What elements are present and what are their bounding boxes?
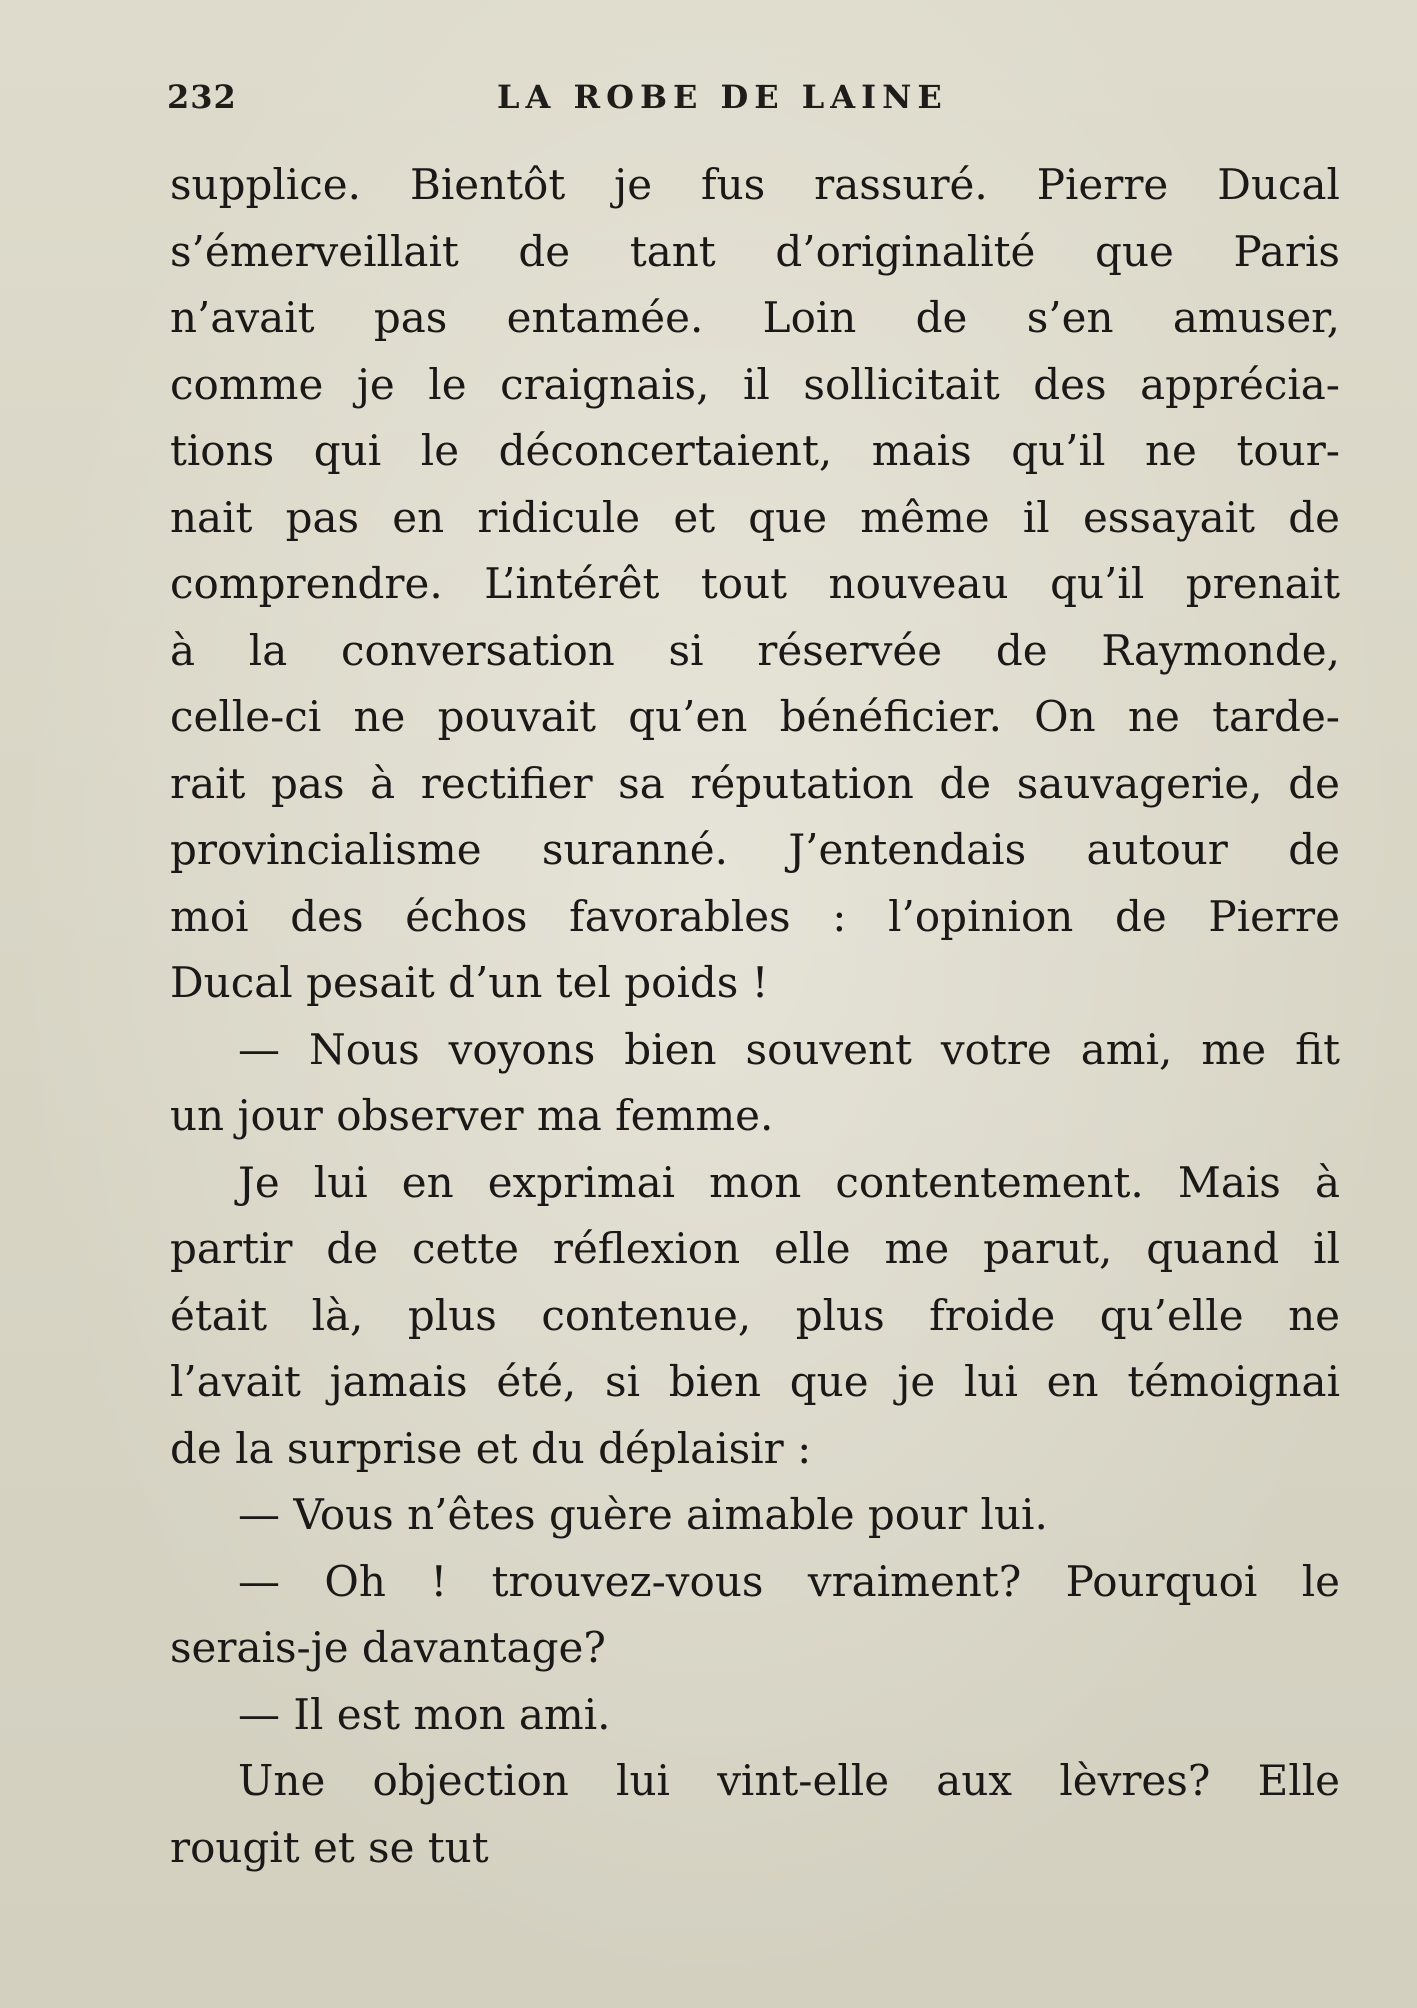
text-line: n’avait pas entamée. Loin de s’en amuser, <box>170 293 1340 342</box>
text-line: — Oh ! trouvez-vous vraiment? Pourquoi le <box>238 1556 1340 1606</box>
text-line: Une objection lui vint-elle aux lèvres? Elle <box>238 1756 1340 1805</box>
text-line: rait pas à rectifier sa réputation de sauvagerie, de <box>170 758 1340 808</box>
text-line: partir de cette réflexion elle me parut, quand il <box>170 1224 1340 1273</box>
text-line: — Vous n’êtes guère aimable pour lui. <box>238 1490 1048 1539</box>
text-line: nait pas en ridicule et que même il essayait de <box>170 492 1340 542</box>
page-number: 232 <box>167 78 237 116</box>
text-line: — Nous voyons bien souvent votre ami, me fit <box>238 1024 1340 1074</box>
text-line: moi des échos favorables : l’opinion de Pierre <box>170 891 1340 941</box>
text-line: provincialisme suranné. J’entendais autour de <box>170 825 1340 874</box>
text-line: comprendre. L’intérêt tout nouveau qu’il prenait <box>170 559 1340 608</box>
text-line: Ducal pesait d’un tel poids ! <box>170 958 769 1007</box>
text-line: comme je le craignais, il sollicitait des apprécia- <box>170 359 1340 409</box>
text-line: un jour observer ma femme. <box>170 1091 774 1140</box>
text-line: serais-je davantage? <box>170 1623 606 1672</box>
text-line: de la surprise et du déplaisir : <box>170 1423 812 1473</box>
running-title: LA ROBE DE LAINE <box>497 78 948 116</box>
body-text <box>170 152 1340 1881</box>
text-line: rougit et se tut <box>170 1822 489 1872</box>
text-line: était là, plus contenue, plus froide qu’elle ne <box>170 1290 1340 1340</box>
text-line: tions qui le déconcertaient, mais qu’il ne tour- <box>170 426 1340 475</box>
text-line: — Il est mon ami. <box>238 1689 611 1739</box>
text-line: à la conversation si réservée de Raymonde, <box>170 625 1340 675</box>
text-line: supplice. Bientôt je fus rassuré. Pierre Ducal <box>170 160 1340 209</box>
text-line: l’avait jamais été, si bien que je lui en témoignai <box>170 1357 1340 1406</box>
text-line: Je lui en exprimai mon contentement. Mais à <box>238 1157 1340 1207</box>
page-header <box>167 78 1342 128</box>
text-line: celle-ci ne pouvait qu’en bénéficier. On ne tarde- <box>170 692 1340 741</box>
text-line: s’émerveillait de tant d’originalité que Paris <box>170 226 1340 276</box>
